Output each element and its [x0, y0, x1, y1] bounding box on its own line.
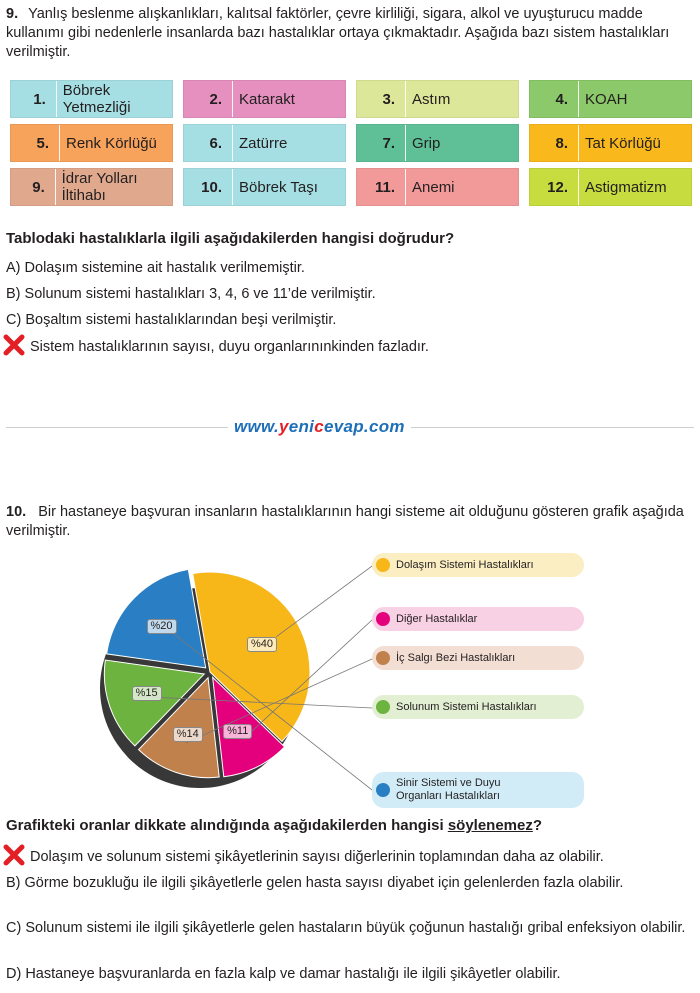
disease-number: 4. — [555, 90, 568, 108]
wrong-answer-x-icon — [2, 333, 26, 357]
disease-cell — [356, 80, 519, 118]
legend-diger: Diğer Hastalıklar — [372, 607, 584, 631]
disease-name: Zatürre — [239, 134, 288, 152]
disease-cell — [10, 124, 173, 162]
disease-cell — [10, 168, 173, 206]
disease-name: Astım — [412, 90, 451, 108]
disease-number: 12. — [547, 178, 568, 196]
disease-name: Tat Körlüğü — [585, 134, 661, 152]
pie-percent-label: %15 — [132, 686, 162, 701]
pie-percent-label: %11 — [223, 724, 252, 739]
q9-number: 9. — [6, 6, 19, 22]
legend-ic-salgi: İç Salgı Bezi Hastalıkları — [372, 646, 584, 670]
disease-number: 2. — [209, 90, 222, 108]
disease-number: 8. — [555, 134, 568, 152]
disease-name: Böbrek Yetmezliği — [62, 82, 131, 116]
disease-number: 6. — [209, 134, 222, 152]
disease-number: 10. — [201, 178, 222, 196]
disease-number: 5. — [36, 134, 49, 152]
disease-name: Astigmatizm — [585, 178, 667, 196]
pie-percent-label: %14 — [173, 727, 203, 742]
pie-percent-label: %20 — [147, 619, 177, 634]
pie-percent-label: %40 — [247, 637, 277, 652]
disease-cell — [10, 80, 173, 118]
q10-option-a[interactable]: Dolaşım ve solunum sistemi şikâyetlerinin sayısı diğerlerinin toplamından daha az olabilir. — [30, 849, 604, 865]
disease-cell — [529, 168, 692, 206]
q9-option-c[interactable]: C) Boşaltım sistemi hastalıklarından beşi verilmiştir. — [6, 312, 337, 328]
legend-sinir: Sinir Sistemi ve Duyu Organları Hastalıkları — [372, 772, 584, 808]
q9-header — [6, 5, 696, 62]
disease-cell — [356, 168, 519, 206]
disease-cell — [183, 124, 346, 162]
disease-cell — [183, 168, 346, 206]
disease-cell — [356, 124, 519, 162]
q9-option-b[interactable]: B) Solunum sistemi hastalıkları 3, 4, 6 ve 11’de verilmiştir. — [6, 286, 376, 302]
q10-stem: Grafikteki oranlar dikkate alındığında aşağıdakilerden hangisi söylenemez? — [6, 817, 543, 834]
disease-name: Renk Körlüğü — [66, 134, 157, 152]
wrong-answer-x-icon — [2, 843, 26, 867]
q9-option-d[interactable]: Sistem hastalıklarının sayısı, duyu organlarınınkinden fazladır. — [30, 339, 429, 355]
disease-number: 11. — [374, 178, 395, 196]
q10-header — [6, 503, 696, 541]
disease-cell — [183, 80, 346, 118]
disease-name: İdrar Yolları İltihabı — [61, 170, 138, 204]
q10-text: Bir hastaneye başvuran insanların hastalıklarının hangi sisteme ait olduğunu gösteren grafik aşağıda verilmiştir. — [6, 504, 684, 539]
pie-chart — [90, 560, 390, 810]
q10-number: 10. — [6, 504, 27, 520]
disease-name: KOAH — [585, 90, 628, 108]
disease-name: Böbrek Taşı — [239, 178, 318, 196]
q9-stem: Tablodaki hastalıklarla ilgili aşağıdakilerden hangisi doğrudur? — [6, 230, 455, 247]
disease-name: Grip — [412, 134, 441, 152]
legend-solunum: Solunum Sistemi Hastalıkları — [372, 695, 584, 719]
website-watermark[interactable]: www.yenicevap.com — [228, 417, 411, 437]
q10-option-c[interactable]: C) Solunum sistemi ile ilgili şikâyetlerle gelen hastaların büyük çoğunun hastalığı gribal enfeksiyon olabilir. — [6, 920, 686, 936]
q9-option-a[interactable]: A) Dolaşım sistemine ait hastalık verilmemiştir. — [6, 260, 305, 276]
disease-number: 3. — [382, 90, 395, 108]
disease-number: 9. — [32, 178, 45, 196]
q10-option-d[interactable]: D) Hastaneye başvuranlarda en fazla kalp ve damar hastalığı ile ilgili şikâyetler olabilir. — [6, 966, 561, 982]
disease-cell — [529, 124, 692, 162]
disease-table — [10, 80, 694, 206]
q9-text: Yanlış beslenme alışkanlıkları, kalıtsal faktörler, çevre kirliliği, sigara, alkol ve uyuşturucu madde kullanımı gibi nedenlerle insanlarda bazı hastalıklar ortaya çıkmaktadır. Aşağıda bazı sistem hastalıkları verilmiştir. — [6, 6, 670, 60]
q10-option-b[interactable]: B) Görme bozukluğu ile ilgili şikâyetlerle gelen hasta sayısı diyabet için gelenlerden fazla olabilir. — [6, 875, 624, 891]
disease-number: 7. — [382, 134, 395, 152]
disease-name: Anemi — [412, 178, 455, 196]
legend-dolasim: Dolaşım Sistemi Hastalıkları — [372, 553, 584, 577]
disease-name: Katarakt — [239, 90, 295, 108]
disease-number: 1. — [33, 90, 46, 108]
disease-cell — [529, 80, 692, 118]
